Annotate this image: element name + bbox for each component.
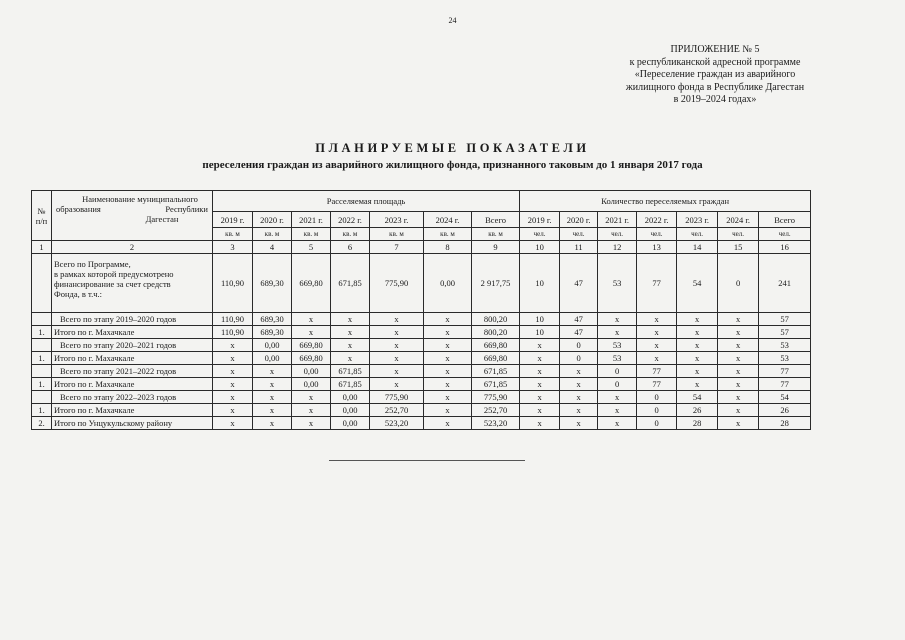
value-cell: 671,85 bbox=[472, 378, 520, 391]
value-cell: x bbox=[677, 365, 718, 378]
value-cell: x bbox=[213, 391, 253, 404]
value-cell: 775,90 bbox=[370, 254, 424, 313]
value-cell: x bbox=[718, 326, 759, 339]
value-cell: 77 bbox=[637, 378, 677, 391]
stage-total-row bbox=[32, 365, 811, 378]
year-header: 2019 г. bbox=[213, 212, 253, 228]
annex-header bbox=[590, 44, 840, 107]
annex-line: ПРИЛОЖЕНИЕ № 5 bbox=[670, 44, 760, 55]
value-cell: x bbox=[253, 391, 292, 404]
value-cell: 0 bbox=[637, 417, 677, 430]
value-cell: 671,85 bbox=[472, 365, 520, 378]
year-header: 2023 г. bbox=[370, 212, 424, 228]
annex-line: жилищного фонда в Республике Дагестан bbox=[625, 81, 805, 93]
unit-header: чел. bbox=[598, 228, 637, 241]
value-cell: x bbox=[370, 326, 424, 339]
value-cell: 689,30 bbox=[253, 254, 292, 313]
value-cell: 0 bbox=[560, 352, 598, 365]
value-cell: x bbox=[424, 391, 472, 404]
value-cell: x bbox=[213, 378, 253, 391]
year-header: 2021 г. bbox=[292, 212, 331, 228]
value-cell: x bbox=[598, 326, 637, 339]
value-cell: 110,90 bbox=[213, 313, 253, 326]
value-cell: x bbox=[637, 352, 677, 365]
column-number: 15 bbox=[718, 241, 759, 254]
value-cell: 28 bbox=[759, 417, 811, 430]
row-number-cell bbox=[32, 339, 52, 352]
row-name-cell: Итого по г. Махачкале bbox=[52, 378, 213, 391]
column-number: 6 bbox=[331, 241, 370, 254]
value-cell: x bbox=[292, 404, 331, 417]
value-cell: x bbox=[253, 378, 292, 391]
value-cell: 77 bbox=[759, 365, 811, 378]
year-header: 2022 г. bbox=[637, 212, 677, 228]
value-cell: x bbox=[253, 417, 292, 430]
row-number-cell: 1. bbox=[32, 326, 52, 339]
value-cell: x bbox=[677, 313, 718, 326]
row-number-cell bbox=[32, 254, 52, 313]
row-name-cell: Итого по Унцукульскому району bbox=[52, 417, 213, 430]
people-group-header: Количество переселяемых граждан bbox=[520, 191, 811, 212]
value-cell: 689,30 bbox=[253, 326, 292, 339]
unit-header: кв. м bbox=[424, 228, 472, 241]
unit-header: кв. м bbox=[331, 228, 370, 241]
value-cell: 775,90 bbox=[370, 391, 424, 404]
value-cell: x bbox=[292, 326, 331, 339]
value-cell: 47 bbox=[560, 254, 598, 313]
column-number: 11 bbox=[560, 241, 598, 254]
unit-header: кв. м bbox=[472, 228, 520, 241]
value-cell: 53 bbox=[598, 352, 637, 365]
column-number: 4 bbox=[253, 241, 292, 254]
year-header: Всего bbox=[472, 212, 520, 228]
value-cell: 26 bbox=[677, 404, 718, 417]
value-cell: x bbox=[560, 404, 598, 417]
unit-header: чел. bbox=[637, 228, 677, 241]
value-cell: 10 bbox=[520, 313, 560, 326]
row-name-cell: Всего по этапу 2020–2021 годов bbox=[52, 339, 213, 352]
column-number: 8 bbox=[424, 241, 472, 254]
unit-header: чел. bbox=[560, 228, 598, 241]
value-cell: 57 bbox=[759, 326, 811, 339]
value-cell: 252,70 bbox=[370, 404, 424, 417]
annex-line: в 2019–2024 годах» bbox=[673, 94, 757, 105]
value-cell: x bbox=[331, 313, 370, 326]
value-cell: 523,20 bbox=[370, 417, 424, 430]
value-cell: x bbox=[520, 417, 560, 430]
unit-header: чел. bbox=[520, 228, 560, 241]
program-label-line: Всего по Программе, bbox=[54, 259, 131, 269]
value-cell: x bbox=[598, 404, 637, 417]
column-number: 7 bbox=[370, 241, 424, 254]
value-cell: 53 bbox=[598, 254, 637, 313]
value-cell: x bbox=[213, 339, 253, 352]
value-cell: 0,00 bbox=[424, 254, 472, 313]
year-header: 2019 г. bbox=[520, 212, 560, 228]
value-cell: 0 bbox=[598, 378, 637, 391]
unit-header: кв. м bbox=[292, 228, 331, 241]
year-header: Всего bbox=[759, 212, 811, 228]
row-number-cell bbox=[32, 365, 52, 378]
stage-total-row bbox=[32, 313, 811, 326]
row-number-cell bbox=[32, 391, 52, 404]
annex-line: «Переселение граждан из аварийного bbox=[634, 69, 796, 80]
col-name-part: Дагестан bbox=[145, 214, 179, 224]
value-cell: x bbox=[424, 365, 472, 378]
value-cell: 0,00 bbox=[253, 352, 292, 365]
municipality-row bbox=[32, 378, 811, 391]
program-label-line: Фонда, в т.ч.: bbox=[54, 289, 102, 299]
indicators-table bbox=[31, 190, 811, 430]
value-cell: x bbox=[370, 352, 424, 365]
column-number: 2 bbox=[52, 241, 213, 254]
value-cell: 800,20 bbox=[472, 326, 520, 339]
value-cell: 0,00 bbox=[331, 417, 370, 430]
row-name-cell: Всего по этапу 2021–2022 годов bbox=[52, 365, 213, 378]
value-cell: x bbox=[520, 378, 560, 391]
row-name-cell: Всего по этапу 2019–2020 годов bbox=[52, 313, 213, 326]
value-cell: 47 bbox=[560, 313, 598, 326]
column-number: 10 bbox=[520, 241, 560, 254]
value-cell: 0 bbox=[637, 404, 677, 417]
column-number: 5 bbox=[292, 241, 331, 254]
value-cell: x bbox=[718, 313, 759, 326]
value-cell: 0,00 bbox=[253, 339, 292, 352]
value-cell: x bbox=[292, 417, 331, 430]
value-cell: x bbox=[598, 417, 637, 430]
stage-total-row bbox=[32, 391, 811, 404]
value-cell: x bbox=[560, 365, 598, 378]
value-cell: x bbox=[520, 339, 560, 352]
column-number: 1 bbox=[32, 241, 52, 254]
value-cell: 669,80 bbox=[472, 339, 520, 352]
value-cell: x bbox=[424, 404, 472, 417]
value-cell: 28 bbox=[677, 417, 718, 430]
value-cell: 10 bbox=[520, 326, 560, 339]
value-cell: 669,80 bbox=[472, 352, 520, 365]
value-cell: x bbox=[331, 352, 370, 365]
value-cell: 0,00 bbox=[331, 404, 370, 417]
value-cell: x bbox=[424, 339, 472, 352]
col-name-part: Республики bbox=[165, 204, 208, 214]
value-cell: x bbox=[370, 313, 424, 326]
value-cell: x bbox=[213, 417, 253, 430]
value-cell: x bbox=[637, 313, 677, 326]
value-cell: 53 bbox=[759, 352, 811, 365]
value-cell: 689,30 bbox=[253, 313, 292, 326]
value-cell: x bbox=[598, 391, 637, 404]
stage-total-row bbox=[32, 339, 811, 352]
value-cell: 671,85 bbox=[331, 365, 370, 378]
row-name-cell: Всего по этапу 2022–2023 годов bbox=[52, 391, 213, 404]
value-cell: 800,20 bbox=[472, 313, 520, 326]
value-cell: 77 bbox=[759, 378, 811, 391]
value-cell: 47 bbox=[560, 326, 598, 339]
municipality-row bbox=[32, 404, 811, 417]
municipality-row bbox=[32, 326, 811, 339]
value-cell: x bbox=[292, 391, 331, 404]
value-cell: x bbox=[520, 365, 560, 378]
value-cell: x bbox=[424, 326, 472, 339]
value-cell: 77 bbox=[637, 365, 677, 378]
unit-header: кв. м bbox=[253, 228, 292, 241]
value-cell: x bbox=[598, 313, 637, 326]
value-cell: 54 bbox=[759, 391, 811, 404]
value-cell: 0,00 bbox=[331, 391, 370, 404]
value-cell: x bbox=[718, 378, 759, 391]
bottom-separator-line bbox=[329, 460, 525, 461]
value-cell: x bbox=[520, 352, 560, 365]
value-cell: x bbox=[560, 391, 598, 404]
value-cell: x bbox=[370, 378, 424, 391]
column-number: 13 bbox=[637, 241, 677, 254]
value-cell: x bbox=[560, 417, 598, 430]
value-cell: x bbox=[637, 326, 677, 339]
value-cell: x bbox=[718, 404, 759, 417]
col-name-header bbox=[52, 191, 213, 241]
year-header: 2024 г. bbox=[718, 212, 759, 228]
value-cell: x bbox=[331, 339, 370, 352]
value-cell: x bbox=[253, 365, 292, 378]
page-number: 24 bbox=[448, 16, 457, 25]
value-cell: 671,85 bbox=[331, 378, 370, 391]
program-total-label bbox=[52, 254, 213, 313]
value-cell: 57 bbox=[759, 313, 811, 326]
value-cell: x bbox=[331, 326, 370, 339]
value-cell: x bbox=[213, 365, 253, 378]
value-cell: x bbox=[677, 352, 718, 365]
unit-header: кв. м bbox=[213, 228, 253, 241]
value-cell: x bbox=[718, 365, 759, 378]
unit-header: чел. bbox=[718, 228, 759, 241]
value-cell: x bbox=[677, 339, 718, 352]
row-number-cell: 1. bbox=[32, 352, 52, 365]
unit-header: чел. bbox=[759, 228, 811, 241]
value-cell: x bbox=[718, 352, 759, 365]
year-header: 2022 г. bbox=[331, 212, 370, 228]
year-header: 2020 г. bbox=[560, 212, 598, 228]
value-cell: x bbox=[213, 352, 253, 365]
area-group-header: Расселяемая площадь bbox=[213, 191, 520, 212]
col-number-header: № п/п bbox=[32, 191, 52, 241]
value-cell: 0,00 bbox=[292, 365, 331, 378]
row-number-cell bbox=[32, 313, 52, 326]
value-cell: 671,85 bbox=[331, 254, 370, 313]
value-cell: 0 bbox=[718, 254, 759, 313]
row-name-cell: Итого по г. Махачкале bbox=[52, 404, 213, 417]
row-name-cell: Итого по г. Махачкале bbox=[52, 326, 213, 339]
column-number: 3 bbox=[213, 241, 253, 254]
row-number-cell: 2. bbox=[32, 417, 52, 430]
program-label-line: финансирование за счет средств bbox=[54, 279, 171, 289]
row-number-cell: 1. bbox=[32, 378, 52, 391]
value-cell: 523,20 bbox=[472, 417, 520, 430]
value-cell: x bbox=[718, 417, 759, 430]
year-header: 2020 г. bbox=[253, 212, 292, 228]
year-header: 2024 г. bbox=[424, 212, 472, 228]
value-cell: 0,00 bbox=[292, 378, 331, 391]
value-cell: 0 bbox=[560, 339, 598, 352]
value-cell: 669,80 bbox=[292, 339, 331, 352]
value-cell: x bbox=[718, 339, 759, 352]
value-cell: x bbox=[520, 391, 560, 404]
value-cell: 54 bbox=[677, 254, 718, 313]
document-title: ПЛАНИРУЕМЫЕ ПОКАЗАТЕЛИ bbox=[315, 141, 590, 155]
col-name-part: образования bbox=[56, 204, 101, 214]
column-number: 14 bbox=[677, 241, 718, 254]
value-cell: x bbox=[677, 378, 718, 391]
value-cell: x bbox=[424, 378, 472, 391]
row-name-cell: Итого по г. Махачкале bbox=[52, 352, 213, 365]
value-cell: 110,90 bbox=[213, 254, 253, 313]
unit-header: кв. м bbox=[370, 228, 424, 241]
value-cell: x bbox=[253, 404, 292, 417]
value-cell: 0 bbox=[637, 391, 677, 404]
value-cell: x bbox=[292, 313, 331, 326]
value-cell: 53 bbox=[759, 339, 811, 352]
municipality-row bbox=[32, 417, 811, 430]
value-cell: 10 bbox=[520, 254, 560, 313]
value-cell: x bbox=[677, 326, 718, 339]
value-cell: 0 bbox=[598, 365, 637, 378]
annex-line: к республиканской адресной программе bbox=[629, 56, 801, 68]
value-cell: 77 bbox=[637, 254, 677, 313]
value-cell: x bbox=[424, 313, 472, 326]
row-number-cell: 1. bbox=[32, 404, 52, 417]
year-header: 2021 г. bbox=[598, 212, 637, 228]
document-subtitle: переселения граждан из аварийного жилищного фонда, признанного таковым до 1 января 2017 года bbox=[202, 159, 703, 171]
value-cell: 669,80 bbox=[292, 352, 331, 365]
program-label-line: в рамках которой предусмотрено bbox=[54, 269, 174, 279]
value-cell: 54 bbox=[677, 391, 718, 404]
value-cell: 53 bbox=[598, 339, 637, 352]
value-cell: 241 bbox=[759, 254, 811, 313]
value-cell: x bbox=[424, 352, 472, 365]
value-cell: x bbox=[424, 417, 472, 430]
value-cell: 110,90 bbox=[213, 326, 253, 339]
value-cell: 775,90 bbox=[472, 391, 520, 404]
unit-header: чел. bbox=[677, 228, 718, 241]
value-cell: x bbox=[718, 391, 759, 404]
column-number: 12 bbox=[598, 241, 637, 254]
value-cell: x bbox=[370, 339, 424, 352]
value-cell: x bbox=[520, 404, 560, 417]
value-cell: x bbox=[637, 339, 677, 352]
value-cell: 669,80 bbox=[292, 254, 331, 313]
municipality-row bbox=[32, 352, 811, 365]
year-header: 2023 г. bbox=[677, 212, 718, 228]
col-name-part: Наименование муниципального bbox=[82, 194, 198, 204]
column-number: 16 bbox=[759, 241, 811, 254]
value-cell: x bbox=[560, 378, 598, 391]
value-cell: x bbox=[213, 404, 253, 417]
value-cell: x bbox=[370, 365, 424, 378]
value-cell: 26 bbox=[759, 404, 811, 417]
column-number: 9 bbox=[472, 241, 520, 254]
value-cell: 252,70 bbox=[472, 404, 520, 417]
value-cell: 2 917,75 bbox=[472, 254, 520, 313]
